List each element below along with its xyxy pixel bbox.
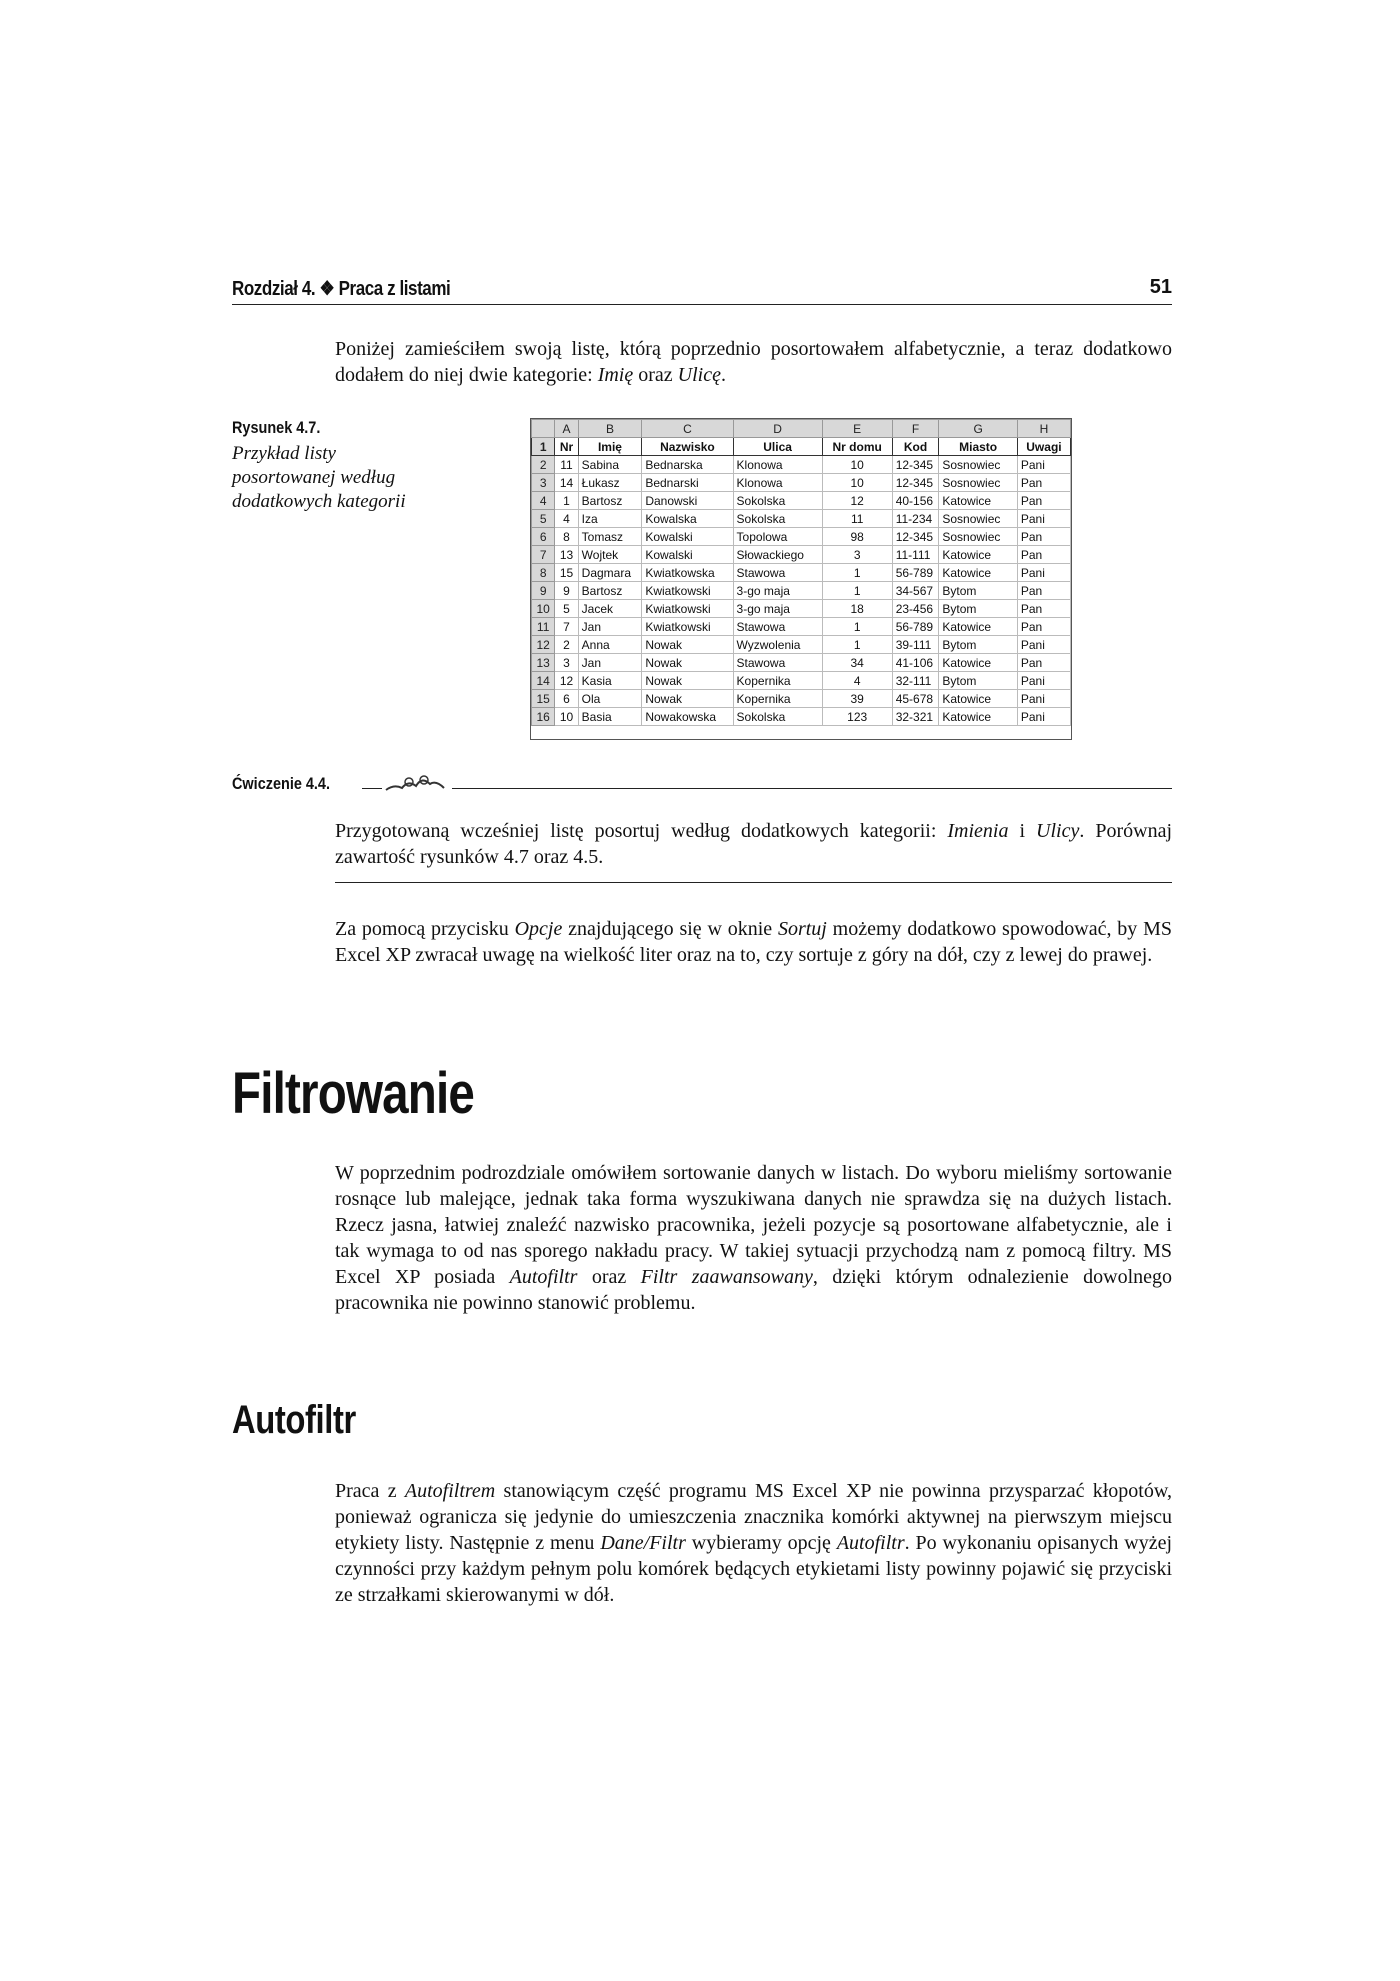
cell[interactable]: Kopernika [733, 690, 822, 708]
cell[interactable]: Kowalski [642, 528, 733, 546]
cell[interactable]: Ola [578, 690, 642, 708]
cell[interactable]: Ulica [733, 438, 822, 456]
cell[interactable]: 45-678 [892, 690, 939, 708]
column-header-g[interactable]: G [939, 420, 1018, 438]
cell[interactable]: Katowice [939, 618, 1018, 636]
cell[interactable]: 98 [822, 528, 892, 546]
options-paragraph: Za pomocą przycisku Opcje znajdującego się w oknie Sortuj możemy dodatkowo spowodować, by MS Excel XP zwracał uwagę na wielkość liter oraz na to, czy sortuje z góry na dół, czy z lewej do prawej. [335, 918, 1172, 966]
cell[interactable]: Pani [1017, 672, 1070, 690]
cell[interactable]: 34-567 [892, 582, 939, 600]
cell[interactable]: Bytom [939, 600, 1018, 618]
cell[interactable]: Uwagi [1017, 438, 1070, 456]
cell[interactable]: 12 [822, 492, 892, 510]
cell[interactable]: 1 [822, 618, 892, 636]
cell[interactable]: Pan [1017, 582, 1070, 600]
cell[interactable]: Nr domu [822, 438, 892, 456]
column-header-a[interactable]: A [555, 420, 578, 438]
cell[interactable]: 10 [822, 456, 892, 474]
cell[interactable]: Bytom [939, 672, 1018, 690]
row-header[interactable]: 1 [532, 438, 555, 456]
cell[interactable]: 40-156 [892, 492, 939, 510]
cell[interactable]: Katowice [939, 690, 1018, 708]
table-row [532, 690, 1071, 708]
row-header[interactable]: 4 [532, 492, 555, 510]
cell[interactable]: Pani [1017, 564, 1070, 582]
cell[interactable]: Wojtek [578, 546, 642, 564]
cell[interactable]: Kowalski [642, 546, 733, 564]
cell[interactable]: 123 [822, 708, 892, 726]
cell[interactable]: 8 [555, 528, 578, 546]
cell[interactable]: 4 [822, 672, 892, 690]
cell[interactable]: Nowakowska [642, 708, 733, 726]
table-row [532, 492, 1071, 510]
cell[interactable]: Sosnowiec [939, 510, 1018, 528]
cell[interactable]: 15 [555, 564, 578, 582]
cell[interactable]: 12-345 [892, 456, 939, 474]
cell[interactable]: 41-106 [892, 654, 939, 672]
row-header[interactable]: 16 [532, 708, 555, 726]
cell[interactable]: Dagmara [578, 564, 642, 582]
cell[interactable]: Kwiatkowski [642, 600, 733, 618]
column-header-b[interactable]: B [578, 420, 642, 438]
row-header[interactable]: 13 [532, 654, 555, 672]
spreadsheet-figure [530, 418, 1072, 740]
cell[interactable]: 39 [822, 690, 892, 708]
cell[interactable]: Jan [578, 654, 642, 672]
table-row [532, 582, 1071, 600]
cell[interactable]: Sokolska [733, 492, 822, 510]
cell[interactable]: Stawowa [733, 654, 822, 672]
cell[interactable]: Sabina [578, 456, 642, 474]
cell[interactable]: Pan [1017, 492, 1070, 510]
cell[interactable]: Klonowa [733, 474, 822, 492]
cell[interactable]: Bednarska [642, 456, 733, 474]
cell[interactable]: Katowice [939, 654, 1018, 672]
cell[interactable]: Pan [1017, 546, 1070, 564]
row-header[interactable]: 3 [532, 474, 555, 492]
cell[interactable]: Nazwisko [642, 438, 733, 456]
cell[interactable]: Topolowa [733, 528, 822, 546]
cell[interactable]: 32-111 [892, 672, 939, 690]
autofiltr-paragraph: Praca z Autofiltrem stanowiącym część programu MS Excel XP nie powinna przysparzać kłopotów, ponieważ ogranicza się jedynie do umieszczenia znacznika komórki aktywnej na pierwszym miejscu etykiety listy. Następnie z menu Dane/Filtr wybieramy opcję Autofiltr. Po wykonaniu opisanych wyżej czynności przy każdym pełnym polu komórek będących etykietami listy powinny pojawić się przyciski ze strzałkami skierowanymi w dół. [335, 1480, 1173, 1606]
cell[interactable]: Sosnowiec [939, 528, 1018, 546]
row-header[interactable]: 9 [532, 582, 555, 600]
cell[interactable]: Sokolska [733, 708, 822, 726]
cell[interactable]: 14 [555, 474, 578, 492]
cell[interactable]: Pani [1017, 690, 1070, 708]
cell[interactable]: 1 [822, 564, 892, 582]
exercise-heading [232, 770, 1172, 800]
row-header[interactable]: 5 [532, 510, 555, 528]
select-all-corner[interactable] [532, 420, 555, 438]
column-header-h[interactable]: H [1017, 420, 1070, 438]
cell[interactable]: 2 [555, 636, 578, 654]
cell[interactable]: Nowak [642, 636, 733, 654]
cell[interactable]: 3-go maja [733, 582, 822, 600]
cell[interactable]: Kowalska [642, 510, 733, 528]
cell[interactable]: 12-345 [892, 528, 939, 546]
cell[interactable]: Tomasz [578, 528, 642, 546]
cell[interactable]: 3 [822, 546, 892, 564]
exercise-label: Ćwiczenie 4.4. [232, 774, 330, 793]
cell[interactable]: Sokolska [733, 510, 822, 528]
figure-number: Rysunek 4.7. [232, 418, 321, 437]
cell[interactable]: 1 [555, 492, 578, 510]
cell[interactable]: Nowak [642, 654, 733, 672]
cell[interactable]: Stawowa [733, 564, 822, 582]
cell[interactable]: 1 [822, 636, 892, 654]
table-row [532, 510, 1071, 528]
exercise-text: Przygotowaną wcześniej listę posortuj według dodatkowych kategorii: Imienia i Ulicy. Porównaj zawartość rysunków 4.7 oraz 4.5. [335, 820, 1172, 868]
table-row [532, 546, 1071, 564]
cell[interactable]: Pan [1017, 474, 1070, 492]
cell[interactable]: 10 [822, 474, 892, 492]
cell[interactable]: Katowice [939, 492, 1018, 510]
cell[interactable]: Bartosz [578, 492, 642, 510]
cell[interactable]: Pani [1017, 456, 1070, 474]
table-row [532, 474, 1071, 492]
cell[interactable]: Pani [1017, 708, 1070, 726]
table-row [532, 654, 1071, 672]
page-number: 51 [1149, 276, 1172, 298]
figure-label [232, 418, 432, 514]
cell[interactable]: Jacek [578, 600, 642, 618]
cell[interactable]: 9 [555, 582, 578, 600]
cell[interactable]: Nr [555, 438, 578, 456]
list-header-row [532, 438, 1071, 456]
row-header[interactable]: 12 [532, 636, 555, 654]
cell[interactable]: Katowice [939, 546, 1018, 564]
row-header[interactable]: 14 [532, 672, 555, 690]
row-header[interactable]: 11 [532, 618, 555, 636]
cell[interactable]: Danowski [642, 492, 733, 510]
cell[interactable]: Kwiatkowski [642, 582, 733, 600]
cell[interactable]: 1 [822, 582, 892, 600]
cell[interactable]: 11 [822, 510, 892, 528]
cell[interactable]: 56-789 [892, 564, 939, 582]
cell[interactable]: 10 [555, 708, 578, 726]
cell[interactable]: Stawowa [733, 618, 822, 636]
table-row [532, 636, 1071, 654]
cell[interactable]: Pan [1017, 600, 1070, 618]
running-header [232, 276, 1172, 305]
cell[interactable]: 11-111 [892, 546, 939, 564]
cell[interactable]: Łukasz [578, 474, 642, 492]
table-row [532, 528, 1071, 546]
cell[interactable]: Jan [578, 618, 642, 636]
cell[interactable]: Kwiatkowski [642, 618, 733, 636]
cell[interactable]: 12 [555, 672, 578, 690]
table-row [532, 618, 1071, 636]
row-header[interactable]: 10 [532, 600, 555, 618]
column-header-row [532, 420, 1071, 438]
cell[interactable]: 6 [555, 690, 578, 708]
cell[interactable]: Kod [892, 438, 939, 456]
cell[interactable]: Klonowa [733, 456, 822, 474]
figure-caption: Przykład listy posortowanej według dodatkowych kategorii [232, 443, 406, 512]
chapter-title: Rozdział 4. ❖ Praca z listami [232, 278, 451, 300]
row-header[interactable]: 2 [532, 456, 555, 474]
cell[interactable]: 18 [822, 600, 892, 618]
cell[interactable]: Kasia [578, 672, 642, 690]
cell[interactable]: Pan [1017, 618, 1070, 636]
cell[interactable]: 5 [555, 600, 578, 618]
cell[interactable]: 4 [555, 510, 578, 528]
cell[interactable]: 32-321 [892, 708, 939, 726]
column-header-d[interactable]: D [733, 420, 822, 438]
cell[interactable]: Słowackiego [733, 546, 822, 564]
cell[interactable]: Nowak [642, 690, 733, 708]
cell[interactable]: 56-789 [892, 618, 939, 636]
cell[interactable]: Sosnowiec [939, 474, 1018, 492]
cell[interactable]: Wyzwolenia [733, 636, 822, 654]
cell[interactable]: Iza [578, 510, 642, 528]
cell[interactable]: 13 [555, 546, 578, 564]
row-header[interactable]: 6 [532, 528, 555, 546]
cell[interactable]: 11-234 [892, 510, 939, 528]
row-header[interactable]: 15 [532, 690, 555, 708]
cell[interactable]: 12-345 [892, 474, 939, 492]
cell[interactable]: Basia [578, 708, 642, 726]
cell[interactable]: 3 [555, 654, 578, 672]
cell[interactable]: Bytom [939, 582, 1018, 600]
exercise-rule [362, 788, 1172, 789]
section-heading-filtrowanie: Filtrowanie [232, 1061, 475, 1126]
section-heading-autofiltr: Autofiltr [232, 1398, 356, 1442]
cell[interactable]: Pan [1017, 528, 1070, 546]
cell[interactable]: Katowice [939, 564, 1018, 582]
cell[interactable]: Sosnowiec [939, 456, 1018, 474]
cell[interactable]: Kopernika [733, 672, 822, 690]
table-row [532, 672, 1071, 690]
cell[interactable]: 3-go maja [733, 600, 822, 618]
filtrowanie-paragraph: W poprzednim podrozdziale omówiłem sortowanie danych w listach. Do wyboru mieliśmy sortowanie rosnące lub malejące, jednak taka forma wyszukiwana danych nie sprawdza się na dużych listach. Rzecz jasna, łatwiej znaleźć nazwisko pracownika, jeżeli pozycje są posortowane alfabetycznie, ale i tak wymaga to od nas sporego nakładu pracy. W takiej sytuacji przychodzą nam z pomocą filtry. MS Excel XP posiada Autofiltr oraz Filtr zaawansowany, dzięki którym odnalezienie dowolnego pracownika nie powinno stanowić problemu. [335, 1162, 1173, 1314]
column-header-e[interactable]: E [822, 420, 892, 438]
cell[interactable]: Kwiatkowska [642, 564, 733, 582]
column-header-c[interactable]: C [642, 420, 733, 438]
row-header[interactable]: 8 [532, 564, 555, 582]
cell[interactable]: Anna [578, 636, 642, 654]
cell[interactable]: 34 [822, 654, 892, 672]
cell[interactable]: Nowak [642, 672, 733, 690]
cell[interactable]: Bednarski [642, 474, 733, 492]
cell[interactable]: 39-111 [892, 636, 939, 654]
cell[interactable]: 11 [555, 456, 578, 474]
cell[interactable]: Pan [1017, 654, 1070, 672]
cell[interactable]: Katowice [939, 708, 1018, 726]
cell[interactable]: Imię [578, 438, 642, 456]
cell[interactable]: Bytom [939, 636, 1018, 654]
ornament-icon [382, 770, 452, 796]
cell[interactable]: Bartosz [578, 582, 642, 600]
row-header[interactable]: 7 [532, 546, 555, 564]
cell[interactable]: 7 [555, 618, 578, 636]
cell[interactable]: 23-456 [892, 600, 939, 618]
cell[interactable]: Miasto [939, 438, 1018, 456]
cell[interactable]: Pani [1017, 636, 1070, 654]
spreadsheet-table [531, 419, 1071, 726]
table-row [532, 600, 1071, 618]
column-header-f[interactable]: F [892, 420, 939, 438]
table-row [532, 708, 1071, 726]
table-row [532, 564, 1071, 582]
table-row [532, 456, 1071, 474]
intro-paragraph: Poniżej zamieściłem swoją listę, którą poprzednio posortowałem alfabetycznie, a teraz dodatkowo dodałem do niej dwie kategorie: Imię oraz Ulicę. [335, 338, 1172, 386]
cell[interactable]: Pani [1017, 510, 1070, 528]
exercise-end-rule [335, 882, 1172, 883]
